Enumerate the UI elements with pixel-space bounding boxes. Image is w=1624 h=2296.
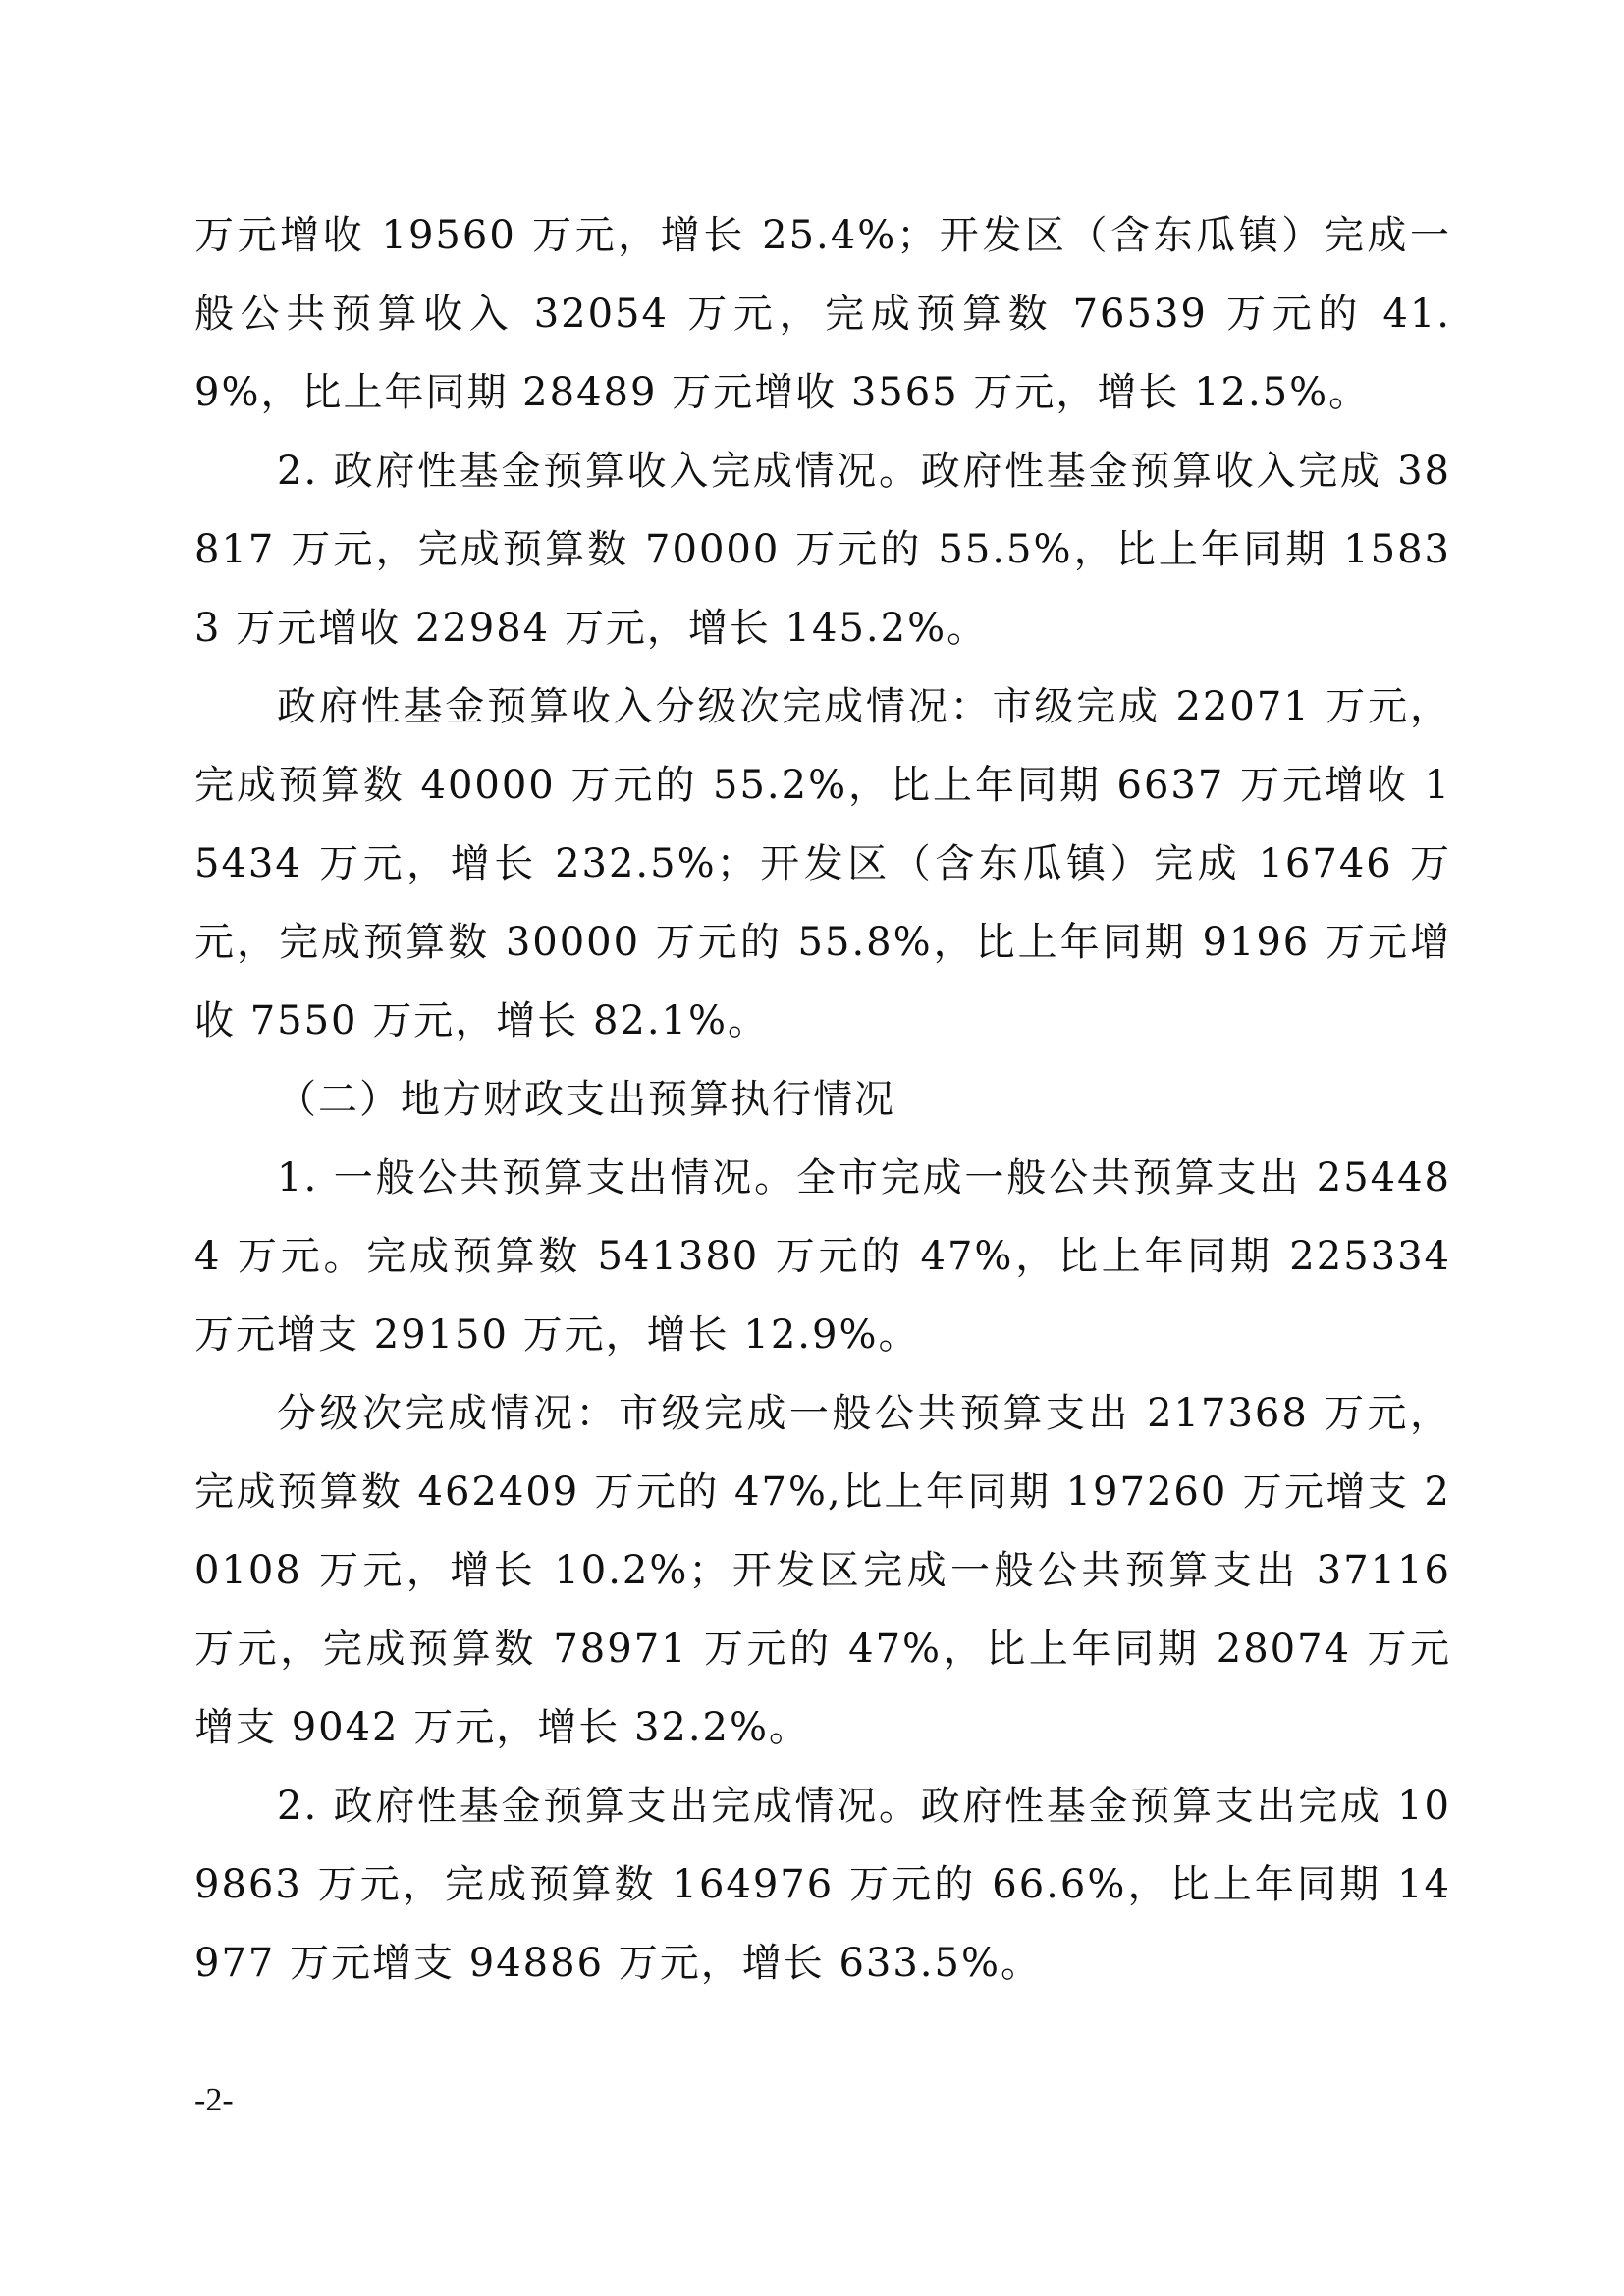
document-body (194, 196, 1451, 2002)
paragraph-fund-revenue-by-level: 政府性基金预算收入分级次完成情况：市级完成 22071 万元，完成预算数 40000 万元的 55.2%，比上年同期 6637 万元增收 15434 万元，增长 232.5%；开发区（含东瓜镇）完成 16746 万元，完成预算数 30000 万元的 55.8%，比上年同期 9196 万元增收 7550 万元，增长 82.1%。 (194, 684, 1451, 1043)
paragraph-fund-expenditure: 2. 政府性基金预算支出完成情况。政府性基金预算支出完成 109863 万元，完成预算数 164976 万元的 66.6%，比上年同期 14977 万元增支 94886 万元，增长 633.5%。 (194, 1784, 1451, 1986)
page-number: -2- (194, 2082, 234, 2118)
section-heading-expenditure: （二）地方财政支出预算执行情况 (277, 1077, 895, 1122)
paragraph-general-expenditure: 1. 一般公共预算支出情况。全市完成一般公共预算支出 254484 万元。完成预算数 541380 万元的 47%，比上年同期 225334 万元增支 29150 万元，增长 12.9%。 (194, 1155, 1451, 1358)
paragraph-fund-revenue: 2. 政府性基金预算收入完成情况。政府性基金预算收入完成 38817 万元，完成预算数 70000 万元的 55.5%，比上年同期 15833 万元增收 22984 万元，增长 145.2%。 (194, 449, 1451, 651)
paragraph-revenue-continued: 万元增收 19560 万元，增长 25.4%；开发区（含东瓜镇）完成一般公共预算收入 32054 万元，完成预算数 76539 万元的 41.9%，比上年同期 28489 万元增收 3565 万元，增长 12.5%。 (194, 213, 1451, 415)
paragraph-expenditure-by-level: 分级次完成情况：市级完成一般公共预算支出 217368 万元，完成预算数 462409 万元的 47%,比上年同期 197260 万元增支 20108 万元，增长 10.2%；开发区完成一般公共预算支出 37116 万元，完成预算数 78971 万元的 47%，比上年同期 28074 万元增支 9042 万元，增长 32.2%。 (194, 1391, 1451, 1750)
